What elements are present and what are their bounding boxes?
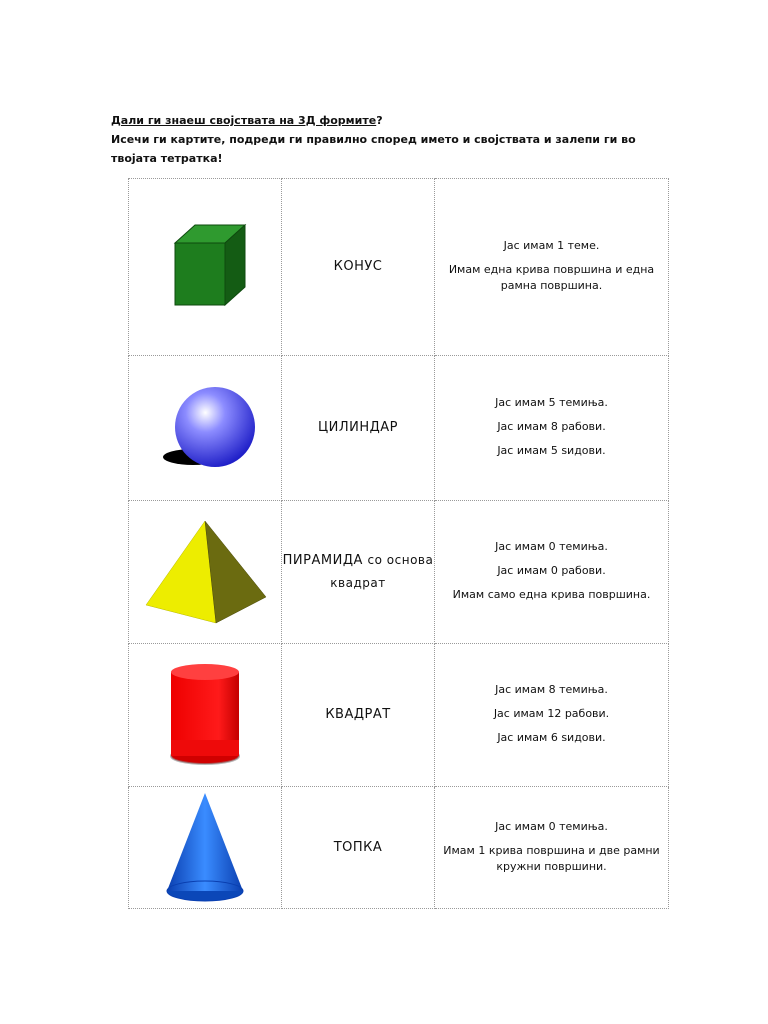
property-line: Имам само една крива површина. bbox=[452, 588, 651, 601]
shape-name: ЦИЛИНДАР bbox=[318, 420, 398, 435]
property-card-1[interactable] bbox=[435, 179, 669, 356]
card-row-pyramid bbox=[129, 501, 669, 644]
property-line: Јас имам 0 темиња. bbox=[495, 819, 608, 833]
title-question-mark: ? bbox=[376, 114, 383, 127]
property-line: Јас имам 5 темиња. bbox=[495, 396, 608, 409]
shape-card-cube[interactable] bbox=[129, 179, 282, 356]
blue-sphere-image bbox=[145, 383, 265, 473]
card-row-cone bbox=[129, 787, 669, 909]
property-line: Јас имам 8 рабови. bbox=[497, 420, 606, 433]
name-card-2[interactable] bbox=[282, 356, 435, 501]
shape-card-sphere[interactable] bbox=[129, 356, 282, 501]
property-card-3[interactable] bbox=[435, 501, 669, 644]
card-row-cube bbox=[129, 179, 669, 356]
shape-name: КОНУС bbox=[333, 259, 383, 274]
property-line: Јас имам 5 ѕидови. bbox=[497, 444, 606, 457]
worksheet-header bbox=[111, 111, 671, 168]
property-card-2[interactable] bbox=[435, 356, 669, 501]
card-row-sphere bbox=[129, 356, 669, 501]
property-line: Имам 1 крива површина и две рамни кружни површини. bbox=[443, 843, 660, 873]
shape-name-suffix: со основа квадрат bbox=[330, 553, 434, 590]
property-line: Јас имам 1 теме. bbox=[503, 239, 600, 252]
property-card-5[interactable] bbox=[435, 787, 669, 909]
property-line: Имам една крива површина и една рамна површина. bbox=[448, 263, 655, 292]
blue-cone-image bbox=[160, 791, 250, 905]
name-card-5[interactable] bbox=[282, 787, 435, 909]
yellow-pyramid-image bbox=[140, 517, 270, 627]
shape-card-cone[interactable] bbox=[129, 787, 282, 909]
property-line: Јас имам 0 рабови. bbox=[497, 564, 606, 577]
green-cube-image bbox=[157, 219, 253, 315]
worksheet-instruction: Исечи ги картите, подреди ги правилно според името и својствата и залепи ги во твојата тетратка! bbox=[111, 133, 636, 165]
property-card-4[interactable] bbox=[435, 644, 669, 787]
name-card-1[interactable] bbox=[282, 179, 435, 356]
shape-name: ТОПКА bbox=[333, 839, 383, 855]
shape-name: ПИРАМИДА bbox=[282, 553, 363, 568]
card-row-cylinder bbox=[129, 644, 669, 787]
property-line: Јас имам 0 темиња. bbox=[495, 540, 608, 553]
property-line: Јас имам 8 темиња. bbox=[495, 683, 608, 696]
cards-table bbox=[128, 178, 669, 909]
property-line: Јас имам 12 рабови. bbox=[493, 707, 610, 720]
name-card-3[interactable] bbox=[282, 501, 435, 644]
shape-card-pyramid[interactable] bbox=[129, 501, 282, 644]
worksheet-title bbox=[111, 111, 671, 130]
shape-name: КВАДРАТ bbox=[325, 707, 391, 722]
name-card-4[interactable] bbox=[282, 644, 435, 787]
shape-card-cylinder[interactable] bbox=[129, 644, 282, 787]
property-line: Јас имам 6 ѕидови. bbox=[497, 731, 606, 744]
title-text: Дали ги знаеш својствата на 3Д формите bbox=[111, 114, 377, 127]
red-cylinder-image bbox=[165, 660, 245, 770]
